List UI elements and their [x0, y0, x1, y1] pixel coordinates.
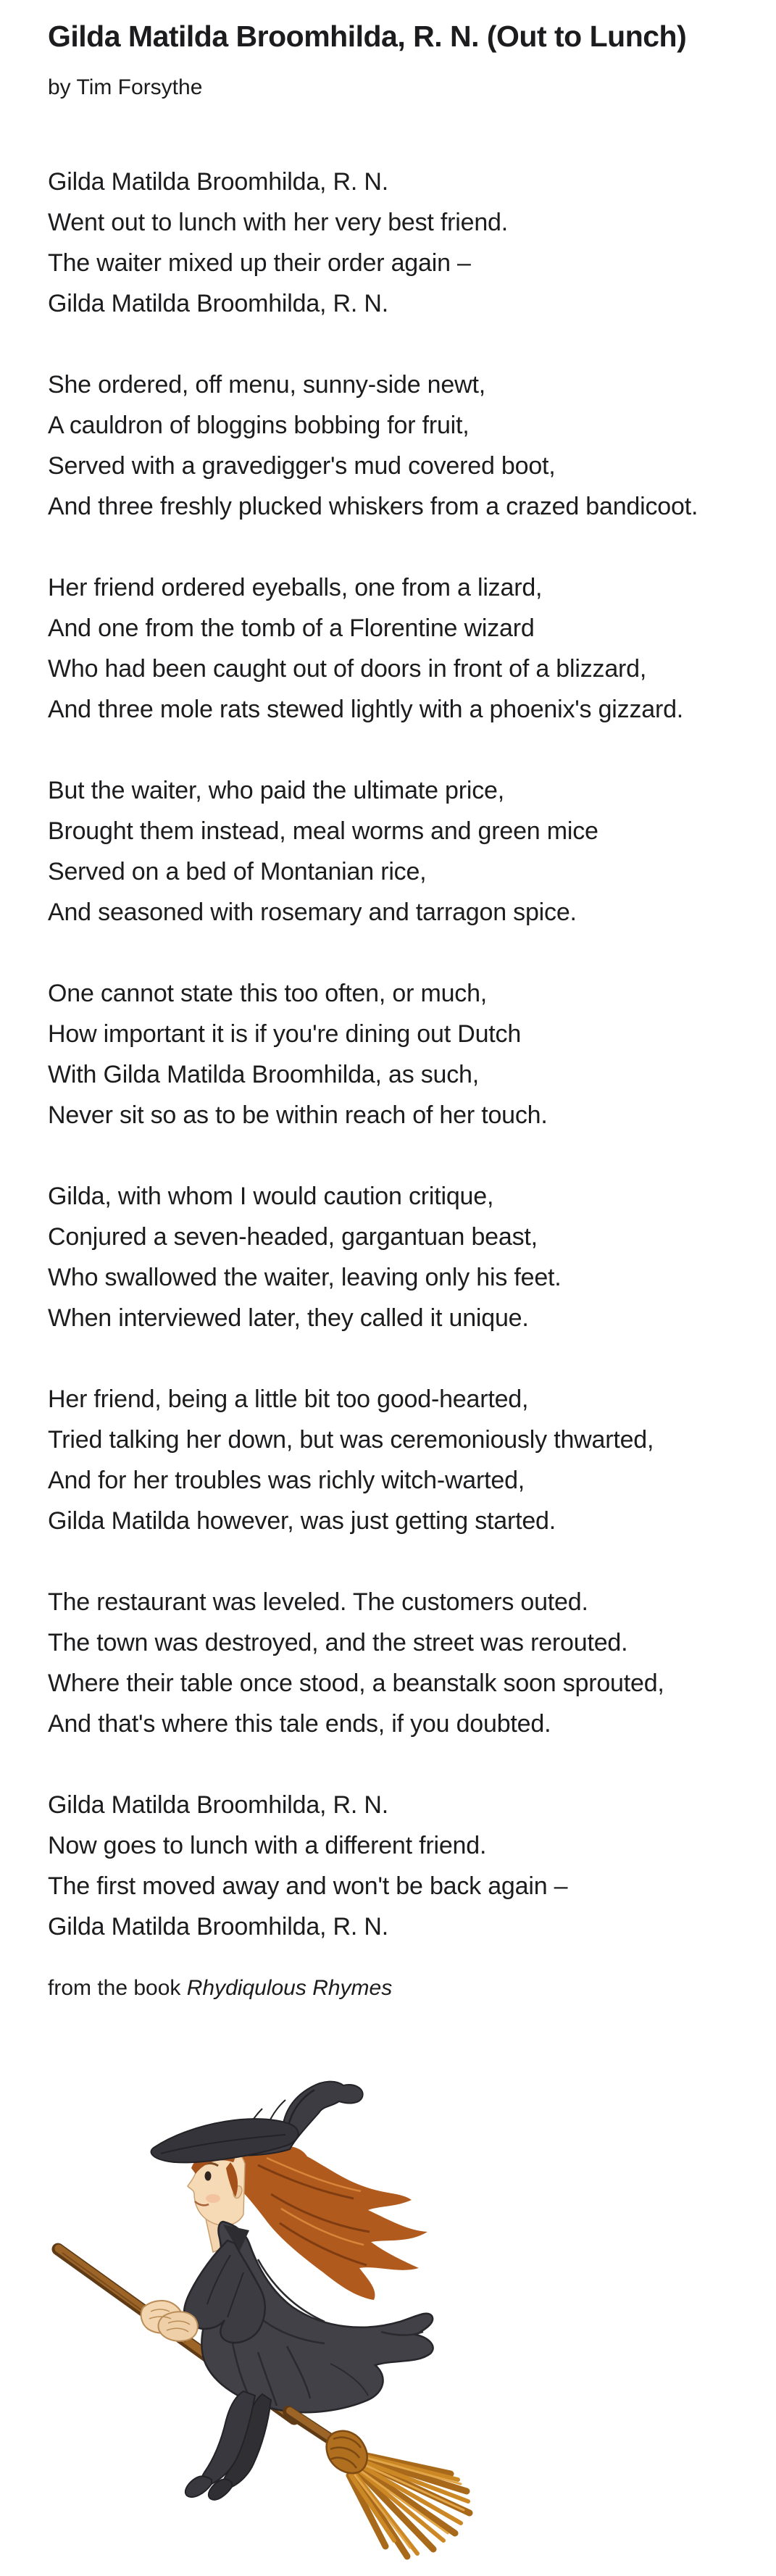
poem-line: The town was destroyed, and the street was rerouted. — [48, 1629, 628, 1656]
poem-line: The first moved away and won't be back again – — [48, 1872, 568, 1900]
poem-line: Where their table once stood, a beanstalk soon sprouted, — [48, 1670, 664, 1697]
poem-stanza-6 — [48, 1176, 698, 1338]
poem-stanza-4 — [48, 770, 698, 933]
poem-stanza-2 — [48, 364, 698, 527]
poem-line: Gilda Matilda Broomhilda, R. N. — [48, 290, 388, 317]
poem-line: Never sit so as to be within reach of her touch. — [48, 1101, 548, 1129]
poem-line: Conjured a seven-headed, gargantuan beast, — [48, 1223, 538, 1251]
byline: by Tim Forsythe — [48, 75, 203, 99]
poem-line: Served on a bed of Montanian rice, — [48, 858, 427, 885]
poem-line: Brought them instead, meal worms and green mice — [48, 817, 598, 845]
poem-stanza-9 — [48, 1785, 698, 1947]
poem-stanza-1 — [48, 162, 698, 324]
poem-line: Her friend, being a little bit too good-hearted, — [48, 1385, 529, 1413]
source-note-prefix: from the book — [48, 1976, 187, 2000]
poem-line: Gilda Matilda Broomhilda, R. N. — [48, 1913, 388, 1941]
poem-line: But the waiter, who paid the ultimate price, — [48, 777, 504, 804]
poem-line: Gilda Matilda Broomhilda, R. N. — [48, 168, 388, 196]
poem-body — [48, 162, 698, 1947]
poem-line: The waiter mixed up their order again – — [48, 249, 471, 277]
poem-line: And three mole rats stewed lightly with a phoenix's gizzard. — [48, 696, 684, 723]
poem-line: Now goes to lunch with a different friend. — [48, 1832, 487, 1859]
poem-line: Went out to lunch with her very best friend. — [48, 209, 509, 236]
poem-line: One cannot state this too often, or much, — [48, 980, 488, 1007]
poem-line: Her friend ordered eyeballs, one from a lizard, — [48, 574, 543, 601]
witch-on-broomstick-graphic — [41, 2077, 480, 2574]
poem-stanza-5 — [48, 973, 698, 1135]
page-title: Gilda Matilda Broomhilda, R. N. (Out to Lunch) — [48, 20, 687, 53]
poem-line: Tried talking her down, but was ceremoniously thwarted, — [48, 1426, 654, 1454]
witch-illustration — [41, 2077, 480, 2574]
poem-line: Gilda, with whom I would caution critique, — [48, 1183, 494, 1210]
poem-line: With Gilda Matilda Broomhilda, as such, — [48, 1061, 480, 1088]
poem-line: Gilda Matilda however, was just getting started. — [48, 1507, 556, 1535]
poem-stanza-3 — [48, 567, 698, 730]
witch-boots — [185, 2391, 271, 2500]
poem-line: The restaurant was leveled. The customers outed. — [48, 1588, 588, 1616]
poem-line: And for her troubles was richly witch-warted, — [48, 1467, 525, 1494]
poem-line: And seasoned with rosemary and tarragon spice. — [48, 899, 577, 926]
book-title: Rhydiqulous Rhymes — [186, 1976, 393, 2000]
broom-bristles — [288, 2411, 470, 2556]
eye — [205, 2172, 212, 2181]
poem-line: When interviewed later, they called it unique. — [48, 1304, 529, 1332]
poem-line: Who had been caught out of doors in front of a blizzard, — [48, 655, 647, 683]
poem-line: And three freshly plucked whiskers from a crazed bandicoot. — [48, 493, 698, 520]
poem-stanza-8 — [48, 1582, 698, 1744]
poem-line: Gilda Matilda Broomhilda, R. N. — [48, 1791, 388, 1819]
poem-line: And one from the tomb of a Florentine wizard — [48, 614, 535, 642]
cheek-blush — [206, 2194, 220, 2203]
poem-stanza-7 — [48, 1379, 698, 1541]
poem-line: And that's where this tale ends, if you doubted. — [48, 1710, 551, 1738]
poem-line: A cauldron of bloggins bobbing for fruit, — [48, 412, 470, 439]
witch-hat — [151, 2082, 363, 2163]
poem-line: Who swallowed the waiter, leaving only his feet. — [48, 1264, 562, 1291]
source-note — [48, 1975, 392, 2001]
poem-line: She ordered, off menu, sunny-side newt, — [48, 371, 485, 399]
poem-line: Served with a gravedigger's mud covered boot, — [48, 452, 556, 480]
poem-line: How important it is if you're dining out Dutch — [48, 1020, 522, 1048]
